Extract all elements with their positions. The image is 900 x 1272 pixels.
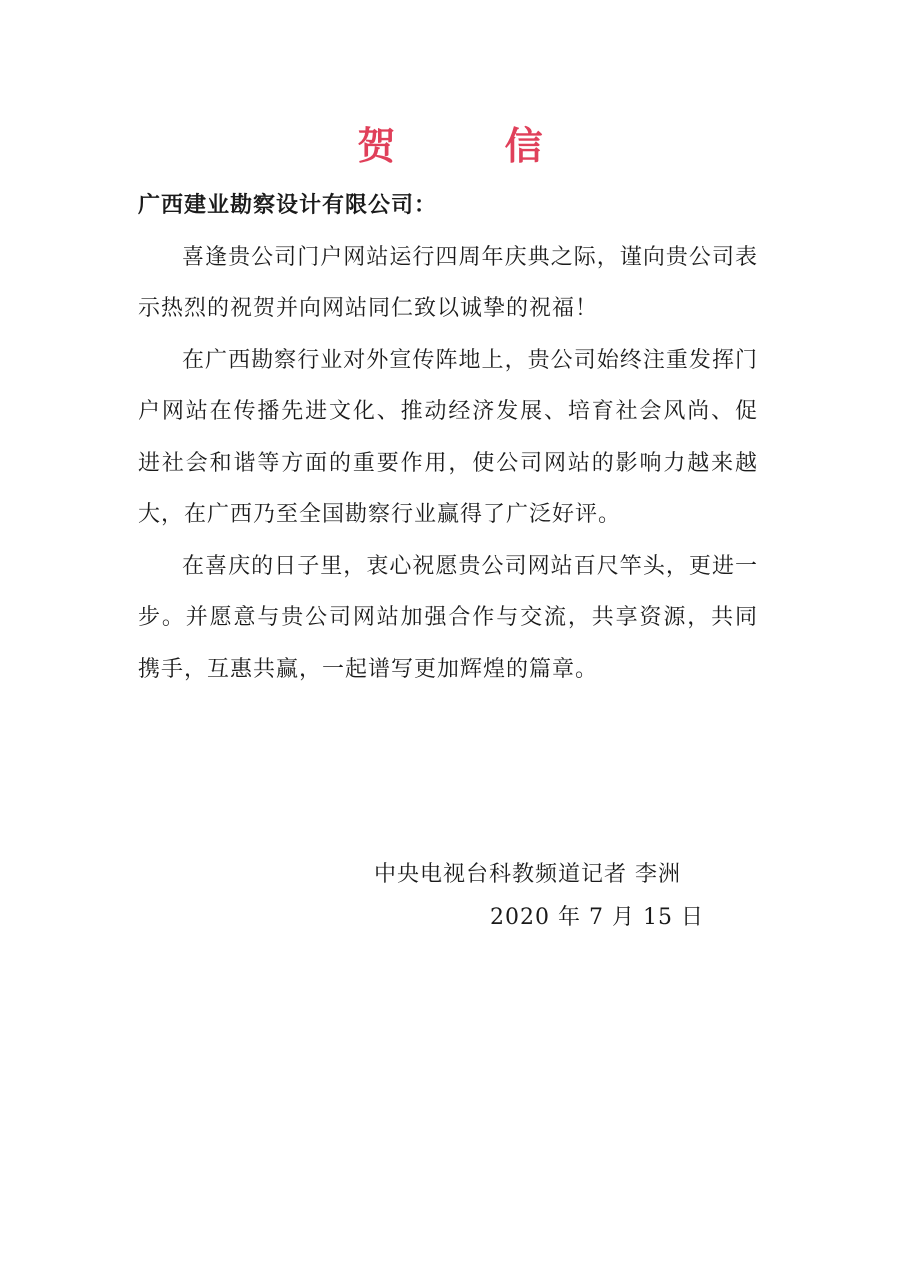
letter-body xyxy=(138,180,758,695)
signature: 中央电视台科教频道记者 李洲 xyxy=(374,862,681,887)
paragraph-3: 在喜庆的日子里，衷心祝愿贵公司网站百尺竿头，更进一步。并愿意与贵公司网站加强合作与交流，共享资源，共同携手，互惠共赢，一起谱写更加辉煌的篇章。 xyxy=(138,553,758,682)
salutation: 广西建业勘察设计有限公司： xyxy=(138,193,438,218)
letter-date: 2020 年 7 月 15 日 xyxy=(490,905,704,930)
paragraph-2: 在广西勘察行业对外宣传阵地上，贵公司始终注重发挥门户网站在传播先进文化、推动经济发展、培育社会风尚、促进社会和谐等方面的重要作用，使公司网站的影响力越来越大，在广西乃至全国勘察行业赢得了广泛好评。 xyxy=(138,347,758,527)
paragraph-1: 喜逢贵公司门户网站运行四周年庆典之际，谨向贵公司表示热烈的祝贺并向网站同仁致以诚挚的祝福！ xyxy=(138,244,758,321)
letter-title: 贺 信 xyxy=(357,124,591,168)
